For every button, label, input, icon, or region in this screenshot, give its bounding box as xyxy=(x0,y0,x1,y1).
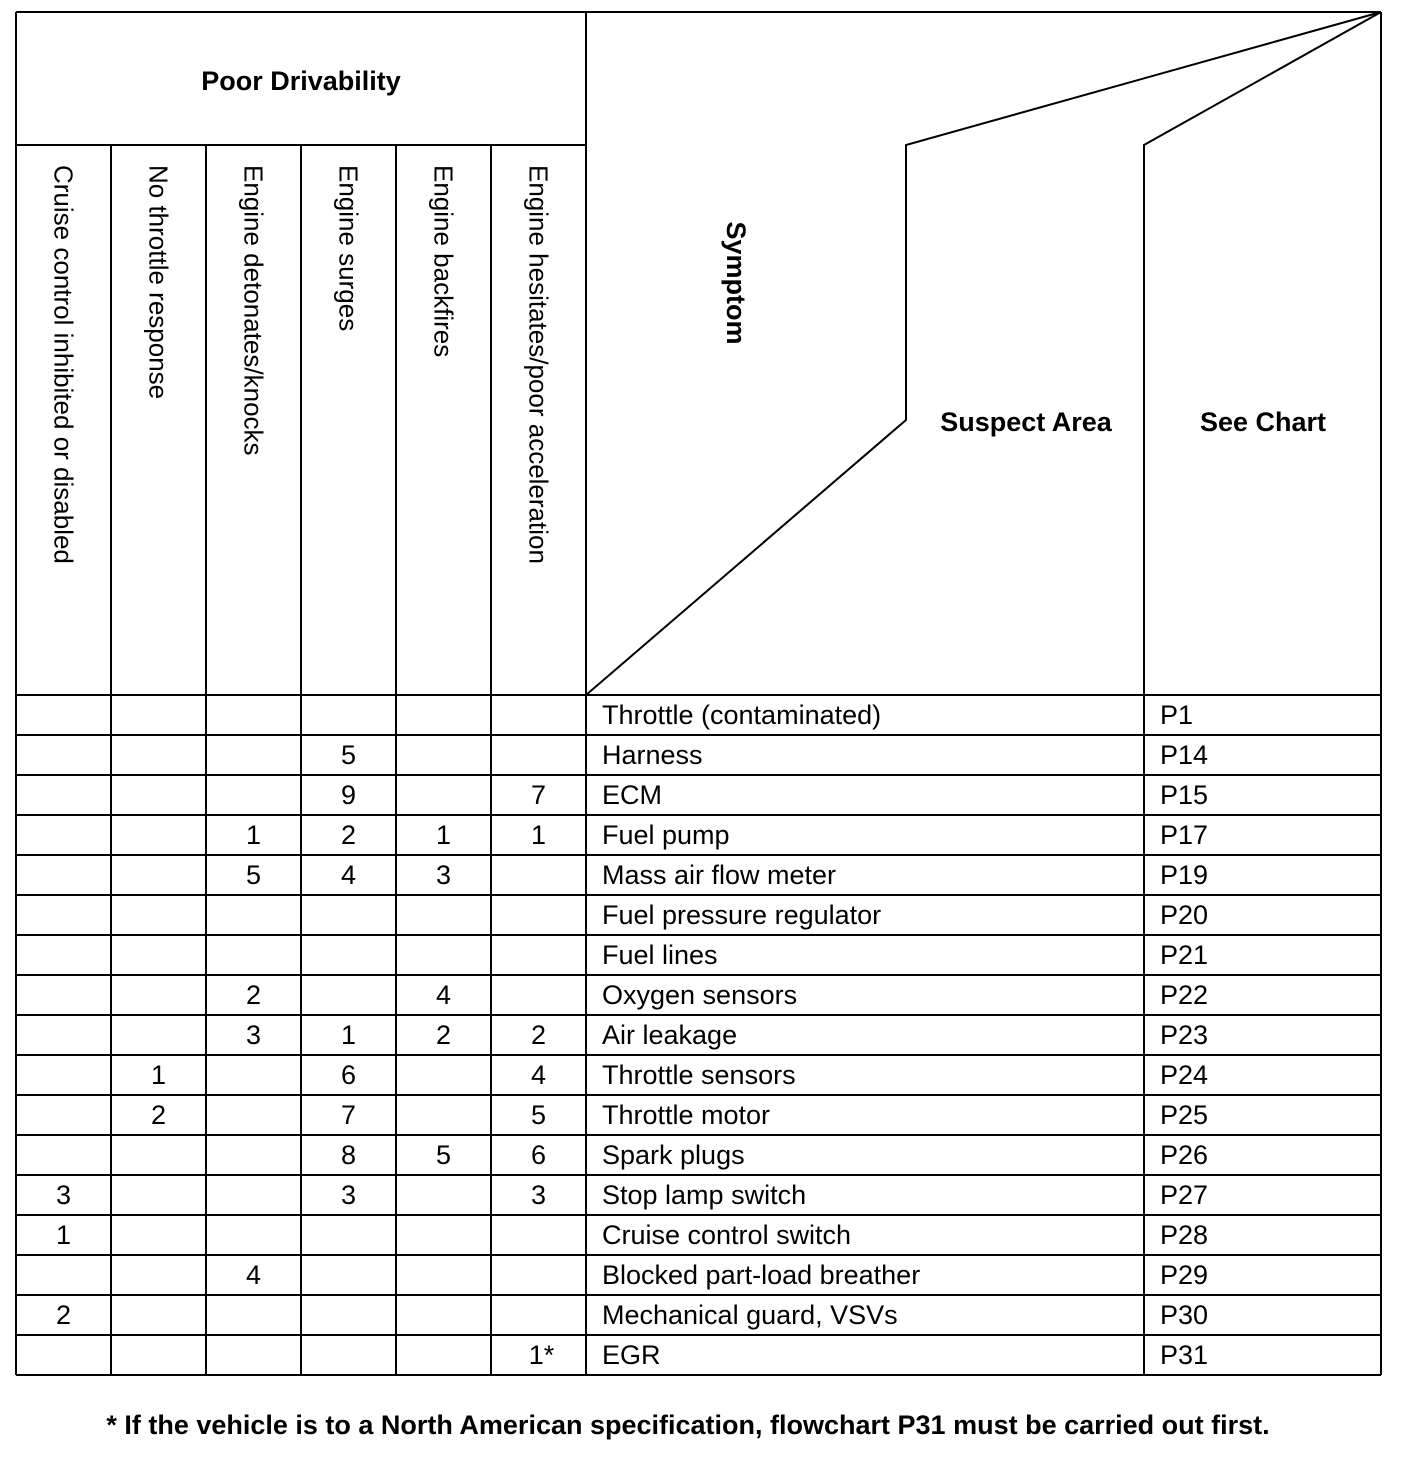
see-chart-cell: P30 xyxy=(1160,1300,1209,1330)
priority-cell: 4 xyxy=(245,1260,262,1290)
priority-cell: 1 xyxy=(245,820,262,850)
see-chart-cell: P22 xyxy=(1160,980,1209,1010)
priority-cell: 5 xyxy=(435,1140,452,1170)
priority-cell: 2 xyxy=(435,1020,452,1050)
priority-cell: 5 xyxy=(530,1100,547,1130)
header-slant-left xyxy=(586,12,1381,695)
priority-cell: 4 xyxy=(530,1060,547,1090)
suspect-area-cell: EGR xyxy=(602,1340,661,1370)
suspect-area-cell: Fuel pump xyxy=(602,820,730,850)
priority-cell: 1 xyxy=(150,1060,167,1090)
priority-cell: 1* xyxy=(528,1340,555,1370)
priority-cell: 3 xyxy=(435,860,452,890)
priority-cell: 2 xyxy=(245,980,262,1010)
table-row xyxy=(246,1260,1208,1290)
see-chart-cell: P29 xyxy=(1160,1260,1209,1290)
table-grid xyxy=(16,12,1381,1375)
suspect-area-cell: Throttle sensors xyxy=(602,1060,796,1090)
symptom-label: Symptom xyxy=(721,221,751,345)
see-chart-cell: P21 xyxy=(1160,940,1209,970)
priority-cell: 7 xyxy=(530,780,547,810)
priority-cell: 1 xyxy=(435,820,452,850)
see-chart-cell: P17 xyxy=(1160,820,1209,850)
priority-cell: 4 xyxy=(435,980,452,1010)
table-row xyxy=(246,980,1208,1010)
see-chart-cell: P27 xyxy=(1160,1180,1209,1210)
symptom-column-header: Engine hesitates/poor acceleration xyxy=(523,165,554,564)
table-row xyxy=(151,1100,1208,1130)
see-chart-cell: P19 xyxy=(1160,860,1209,890)
see-chart-cell: P14 xyxy=(1160,740,1209,770)
priority-cell: 7 xyxy=(340,1100,357,1130)
header-slant-right xyxy=(1144,12,1381,695)
suspect-area-cell: Mechanical guard, VSVs xyxy=(602,1300,898,1330)
see-chart-cell: P31 xyxy=(1160,1340,1209,1370)
table-row xyxy=(602,700,1193,730)
table-row xyxy=(246,820,1208,850)
symptom-column-header: Engine detonates/knocks xyxy=(238,165,269,456)
table-row xyxy=(602,900,1208,930)
suspect-area-label: Suspect Area xyxy=(940,407,1112,437)
suspect-area-cell: Fuel lines xyxy=(602,940,718,970)
table-row xyxy=(341,780,1208,810)
see-chart-cell: P1 xyxy=(1160,700,1194,730)
see-chart-cell: P26 xyxy=(1160,1140,1209,1170)
priority-cell: 6 xyxy=(340,1060,357,1090)
footnote: * If the vehicle is to a North American specification, flowchart P31 must be carried out first. xyxy=(106,1410,1270,1440)
suspect-area-cell: Spark plugs xyxy=(602,1140,745,1170)
priority-cell: 2 xyxy=(55,1300,72,1330)
suspect-area-cell: Throttle (contaminated) xyxy=(602,700,882,730)
see-chart-cell: P28 xyxy=(1160,1220,1209,1250)
table-row xyxy=(56,1220,1208,1250)
suspect-area-cell: Fuel pressure regulator xyxy=(602,900,882,930)
priority-cell: 1 xyxy=(340,1020,357,1050)
group-title: Poor Drivability xyxy=(201,66,401,96)
table-row xyxy=(529,1340,1208,1370)
see-chart-cell: P25 xyxy=(1160,1100,1209,1130)
priority-cell: 6 xyxy=(530,1140,547,1170)
table-body xyxy=(56,700,1208,1370)
suspect-area-cell: Throttle motor xyxy=(602,1100,771,1130)
see-chart-cell: P15 xyxy=(1160,780,1209,810)
table-row xyxy=(246,1020,1208,1050)
suspect-area-cell: Stop lamp switch xyxy=(602,1180,807,1210)
symptom-column-header: Engine backfires xyxy=(428,165,459,358)
suspect-area-cell: Oxygen sensors xyxy=(602,980,798,1010)
priority-cell: 1 xyxy=(55,1220,72,1250)
see-chart-cell: P20 xyxy=(1160,900,1209,930)
priority-cell: 4 xyxy=(340,860,357,890)
priority-cell: 2 xyxy=(530,1020,547,1050)
suspect-area-cell: Blocked part-load breather xyxy=(602,1260,921,1290)
priority-cell: 2 xyxy=(340,820,357,850)
table-row xyxy=(602,940,1208,970)
priority-cell: 8 xyxy=(340,1140,357,1170)
suspect-area-cell: Mass air flow meter xyxy=(602,860,837,890)
priority-cell: 3 xyxy=(245,1020,262,1050)
see-chart-cell: P23 xyxy=(1160,1020,1209,1050)
symptom-column-header: Engine surges xyxy=(333,165,364,332)
suspect-area-cell: Cruise control switch xyxy=(602,1220,852,1250)
see-chart-label: See Chart xyxy=(1199,407,1327,437)
priority-cell: 9 xyxy=(340,780,357,810)
priority-cell: 2 xyxy=(150,1100,167,1130)
table-row xyxy=(151,1060,1208,1090)
table-row xyxy=(56,1300,1208,1330)
suspect-area-cell: ECM xyxy=(602,780,662,810)
priority-cell: 3 xyxy=(530,1180,547,1210)
table-row xyxy=(246,860,1208,890)
priority-cell: 1 xyxy=(530,820,547,850)
priority-cell: 3 xyxy=(340,1180,357,1210)
symptom-column-header: No throttle response xyxy=(143,165,174,400)
priority-cell: 5 xyxy=(245,860,262,890)
symptom-column-header: Cruise control inhibited or disabled xyxy=(48,165,79,564)
priority-cell: 5 xyxy=(340,740,357,770)
priority-cell: 3 xyxy=(55,1180,72,1210)
suspect-area-cell: Harness xyxy=(602,740,703,770)
see-chart-cell: P24 xyxy=(1160,1060,1209,1090)
suspect-area-cell: Air leakage xyxy=(602,1020,738,1050)
table-row xyxy=(341,1140,1208,1170)
table-row xyxy=(56,1180,1208,1210)
table-row xyxy=(341,740,1208,770)
